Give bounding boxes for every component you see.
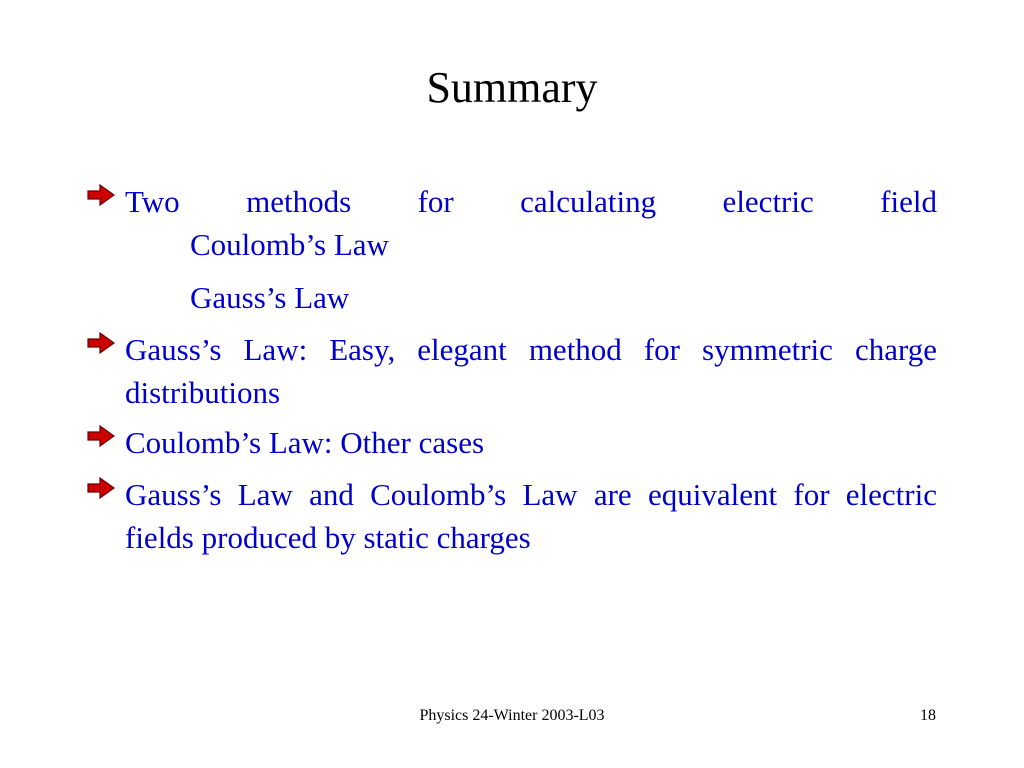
page-number: 18 [920,707,936,724]
slide-title: Summary [426,63,598,112]
bullet-item-4 [87,473,937,559]
bullet-text: Gauss’s Law and Coulomb’s Law are equivalent for electric fields produced by static charges [125,477,937,555]
footer-course: Physics 24-Winter 2003-L03 [419,707,605,724]
red-arrow-icon [87,332,115,354]
red-arrow-icon [87,425,115,447]
sub-item-coulombs-law: Coulomb’s Law [190,227,389,262]
bullet-item-2 [87,328,937,414]
bullet-text: Coulomb’s Law: Other cases [125,425,485,460]
sub-item-gauss-law: Gauss’s Law [190,280,350,315]
red-arrow-icon [87,477,115,499]
bullet-item-3 [87,421,937,464]
bullet-text: Two methods for calculating electric field [125,184,937,219]
bullet-text: Gauss’s Law: Easy, elegant method for symmetric charge distributions [125,332,937,410]
bullet-item-1 [87,180,937,319]
red-arrow-icon [87,184,115,206]
